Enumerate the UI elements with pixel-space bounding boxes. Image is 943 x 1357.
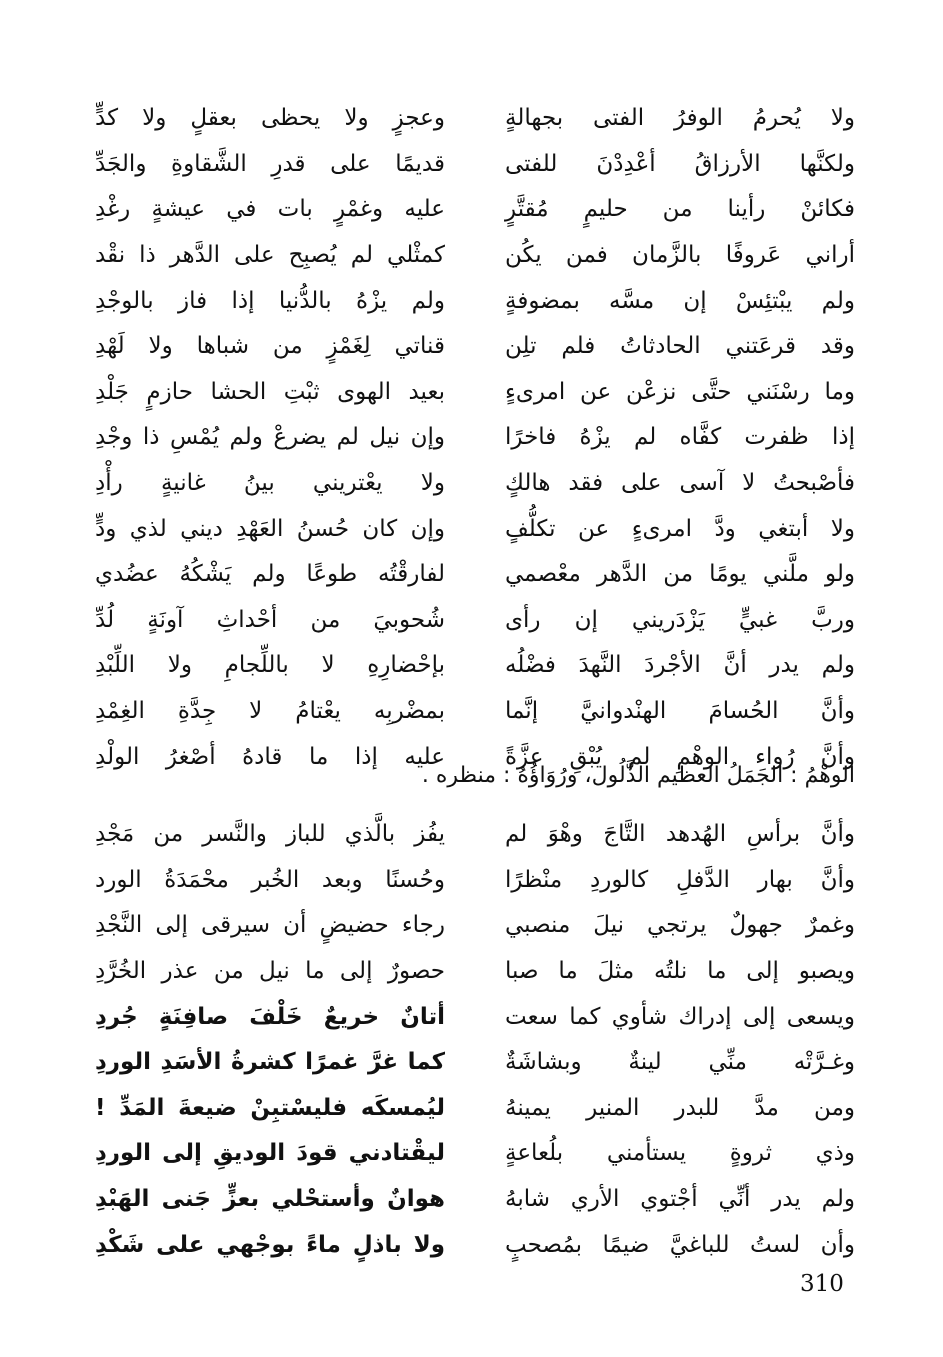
second-hemistich: كمثْلي لم يُصبِح على الدَّهر ذا نقْد xyxy=(95,242,445,269)
second-hemistich: وإن كان حُسنُ العَهْدِ ديني لذي ودٍّ xyxy=(95,515,445,542)
verse-line xyxy=(95,994,855,1040)
second-hemistich: أتانٌ خريعٌ خَلْفَ صافِنَةٍ جُردِ xyxy=(95,1003,445,1030)
second-hemistich: ولا باذلٍ ماءً بوجْهي على شَكْدِ xyxy=(95,1231,445,1258)
first-hemistich: وذي ثروةٍ يستأمني بلُعاعةٍ xyxy=(505,1140,855,1167)
first-hemistich: وغمرٌ جهولٌ يرتجي نيلَ منصبي xyxy=(505,912,855,939)
first-hemistich: ويسعى إلى إدراك شأوي كما سعت xyxy=(505,1003,855,1030)
first-hemistich: ولكنَّها الأرزاقُ أعْدِدْنَ للفتى xyxy=(505,150,855,177)
verse-line xyxy=(95,812,855,858)
verse-line xyxy=(95,552,855,598)
verse-line xyxy=(95,598,855,644)
second-hemistich: ولا يعْتريني بينُ غانيةٍ رأْدِ xyxy=(95,470,445,497)
verse-line xyxy=(95,278,855,324)
first-hemistich: وأن لستُ للباغيَّ ضيمًا بمُصحبٍ xyxy=(505,1231,855,1258)
second-hemistich: حصورٌ إلى ما نيل من عذر الخُرَّدِ xyxy=(95,958,445,985)
verse-line xyxy=(95,142,855,188)
first-hemistich: وأنَّ بهار الدَّفلِ كالوردِ منْظرًا xyxy=(505,866,855,893)
verse-line xyxy=(95,370,855,416)
first-hemistich: ويصبو إلى ما نلتُه مثلَ ما صبا xyxy=(505,958,855,985)
second-hemistich: قناتي لِغَمْزٍ من شباها ولا لَهْدِ xyxy=(95,333,445,360)
first-hemistich: ولم يدر أنِّي أجْتوي الأري شابهُ xyxy=(505,1186,855,1213)
second-hemistich: قديمًا على قدرِ الشَّقاوةِ والجَدِّ xyxy=(95,150,445,177)
verse-line xyxy=(95,903,855,949)
first-hemistich: ولو ملَّني يومًا من الدَّهر معْصمي xyxy=(505,561,855,588)
poem-block-2 xyxy=(95,812,855,1268)
second-hemistich: رجاء حضيضٍ أن سيرقى إلى النَّجْدِ xyxy=(95,912,445,939)
first-hemistich: ولا يُحرمُ الوفرُ الفتى بجهالةٍ xyxy=(505,105,855,132)
second-hemistich: بمضْربِه يعْتامُ لا جِدَّةِ الغِمْدِ xyxy=(95,698,445,725)
verse-line xyxy=(95,689,855,735)
verse-line xyxy=(95,1131,855,1177)
first-hemistich: وربَّ غبيٍّ يَزْدَريني إن رأى xyxy=(505,606,855,633)
first-hemistich: فكائنْ رأينا من حليمٍ مُقتَّرٍ xyxy=(505,196,855,223)
first-hemistich: ولم يدر أنَّ الأجْردَ النَّهدَ فضْلُه xyxy=(505,652,855,679)
verse-line xyxy=(95,96,855,142)
first-hemistich: فأصْبحتُ لا آسى على فقد هالكٍ xyxy=(505,470,855,497)
first-hemistich: أراني عَروفًا بالزَّمان فمن يكُن xyxy=(505,242,855,269)
second-hemistich: هوانٌ وأستحْلي بعزٍّ جَنى الهَبْدِ xyxy=(95,1186,445,1213)
second-hemistich: يفُز بالَّذي للباز والنَّسر من مَجْدِ xyxy=(95,821,445,848)
second-hemistich: لفارقْتُه طوعًا ولم يَشْكُهُ عضُدي xyxy=(95,561,445,588)
second-hemistich: ليقْتادني قودَ الوديقِ إلى الوردِ xyxy=(95,1140,445,1167)
second-hemistich: شُحوبيَ من أحْداثِ آونَةٍ لُدِّ xyxy=(95,606,445,633)
verse-line xyxy=(95,1222,855,1268)
first-hemistich: ومن مدَّ للبدر المنير يمينهُ xyxy=(505,1094,855,1121)
footnote-line: الوهْمُ : الجَمَلُ العظيم الذَّلُول، ورُوَاؤُهُ : منظره . xyxy=(421,763,855,788)
verse-line xyxy=(95,949,855,995)
second-hemistich: ليُمسكَه فليسْتبِنْ ضيعةَ المَدِّ ! xyxy=(95,1094,445,1121)
first-hemistich: وغـرَّتْه منِّي لينةٌ وبشاشَةٌ xyxy=(505,1049,855,1076)
verse-line xyxy=(95,858,855,904)
second-hemistich: بإحْضارِهِ لا باللِّجامِ ولا اللِّبْدِ xyxy=(95,652,445,679)
verse-line xyxy=(95,415,855,461)
first-hemistich: وأنَّ رُواء الوهْمِ لم يُبْقِ عزَّةً xyxy=(505,743,855,770)
second-hemistich: عليه إذا ما قادهُ أصْغرُ الولْدِ xyxy=(95,743,445,770)
second-hemistich: ولم يزْهُ بالدُّنيا إذا فاز بالوجْدِ xyxy=(95,287,445,314)
verse-line xyxy=(95,233,855,279)
verse-line xyxy=(95,461,855,507)
first-hemistich: وأنَّ برأسِ الهُدهد التَّاجَ وهْوَ لم xyxy=(505,821,855,848)
verse-line xyxy=(95,1086,855,1132)
first-hemistich: ولا أبتغي ودَّ امرىءٍ عن تكلُّفٍ xyxy=(505,515,855,542)
second-hemistich: بعيد الهوى ثبْتِ الحشا حازمٍ جَلْدِ xyxy=(95,378,445,405)
first-hemistich: ولم يبْتئِسْ إن مسَّه بمضوفةٍ xyxy=(505,287,855,314)
first-hemistich: وأنَّ الحُسامَ الهنْدوانيَّ إنَّما xyxy=(505,698,855,725)
first-hemistich: وما رسْنَني حتَّى نزعْن عن امرىءٍ xyxy=(505,378,855,405)
second-hemistich: وحُسنًا وبعد الخُبر محْمَدَةُ الورد xyxy=(95,866,445,893)
second-hemistich: كما غرَّ غمرًا كشرةُ الأسَدِ الوردِ xyxy=(95,1049,445,1076)
first-hemistich: إذا ظفرت كفَّاه لم يزْهُ فاخرًا xyxy=(505,424,855,451)
second-hemistich: وعجزٍ ولا يحظى بعقلٍ ولا كدٍّ xyxy=(95,105,445,132)
verse-line xyxy=(95,506,855,552)
page-number: 310 xyxy=(800,1271,844,1297)
verse-line xyxy=(95,324,855,370)
first-hemistich: وقد قرعَتني الحادثاتُ فلم تلِن xyxy=(505,333,855,360)
second-hemistich: عليه وغمْرٍ بات في عيشةٍ رغْدِ xyxy=(95,196,445,223)
second-hemistich: وإن نيل لم يضرعْ ولم يُمْسِ ذا وجْدِ xyxy=(95,424,445,451)
verse-line xyxy=(95,1177,855,1223)
verse-line xyxy=(95,1040,855,1086)
verse-line xyxy=(95,643,855,689)
poem-block-1 xyxy=(95,96,855,780)
verse-line xyxy=(95,187,855,233)
